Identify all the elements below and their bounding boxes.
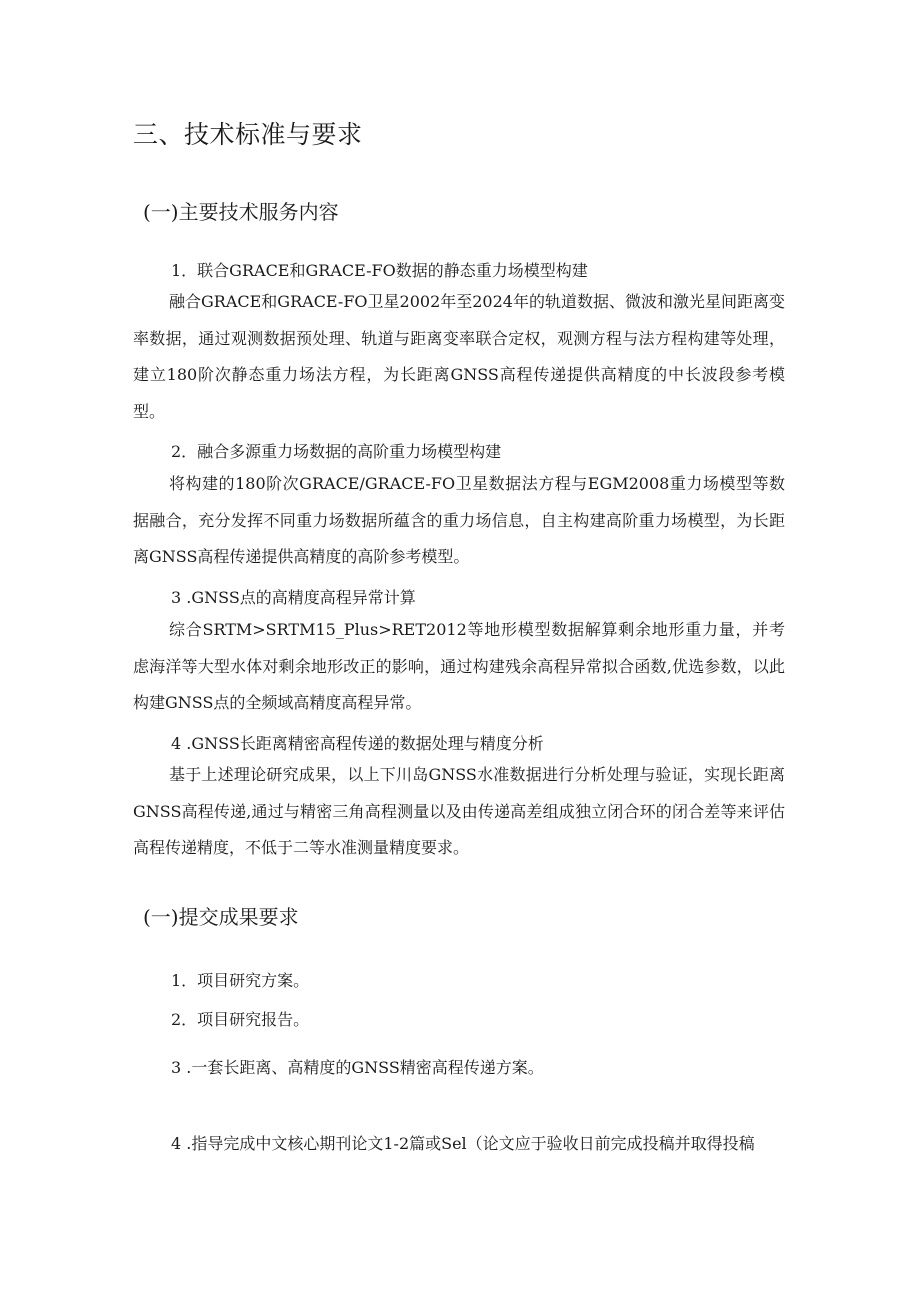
item-paragraph-2: 将构建的180阶次GRACE/GRACE-FO卫星数据法方程与EGM2008重力场模型等数据融合，充分发挥不同重力场数据所蕴含的重力场信息，自主构建高阶重力场模型，为长距离GNSS高程传递提供高精度的高阶参考模型。 <box>133 474 785 566</box>
item-heading-1: 1．联合GRACE和GRACE-FO数据的静态重力场模型构建 <box>171 261 588 280</box>
item-paragraph-4: 基于上述理论研究成果，以上下川岛GNSS水准数据进行分析处理与验证，实现长距离GNSS高程传递,通过与精密三角高程测量以及由传递高差组成独立闭合环的闭合差等来评估高程传递精度，不低于二等水准测量精度要求。 <box>133 765 785 857</box>
subsection-heading-technical-services: (一)主要技术服务内容 <box>143 200 339 224</box>
item-heading-3: 3 .GNSS点的高精度高程异常计算 <box>171 588 416 607</box>
item-paragraph-3: 综合SRTM>SRTM15_Plus>RET2012等地形模型数据解算剩余地形重力量，并考虑海洋等大型水体对剩余地形改正的影响，通过构建残余高程异常拟合函数,优选参数，以此构建GNSS点的全频域高精度高程异常。 <box>133 620 785 712</box>
section-title: 三、技术标准与要求 <box>133 120 363 149</box>
subsection-heading-deliverables: (一)提交成果要求 <box>143 905 299 929</box>
deliverable-item-3: 3 .一套长距离、高精度的GNSS精密高程传递方案。 <box>171 1058 544 1077</box>
deliverable-item-2: 2．项目研究报告。 <box>171 1010 310 1029</box>
item-paragraph-1: 融合GRACE和GRACE-FO卫星2002年至2024年的轨道数据、微波和激光星间距离变率数据，通过观测数据预处理、轨道与距离变率联合定权，观测方程与法方程构建等处理，建立180阶次静态重力场法方程，为长距离GNSS高程传递提供高精度的中长波段参考模型。 <box>133 292 785 421</box>
item-heading-4: 4 .GNSS长距离精密高程传递的数据处理与精度分析 <box>171 734 544 753</box>
deliverable-item-1: 1．项目研究方案。 <box>171 971 310 990</box>
item-heading-2: 2．融合多源重力场数据的高阶重力场模型构建 <box>171 442 502 461</box>
deliverable-item-4: 4 .指导完成中文核心期刊论文1-2篇或Sel（论文应于验收日前完成投稿并取得投稿 <box>171 1134 755 1153</box>
